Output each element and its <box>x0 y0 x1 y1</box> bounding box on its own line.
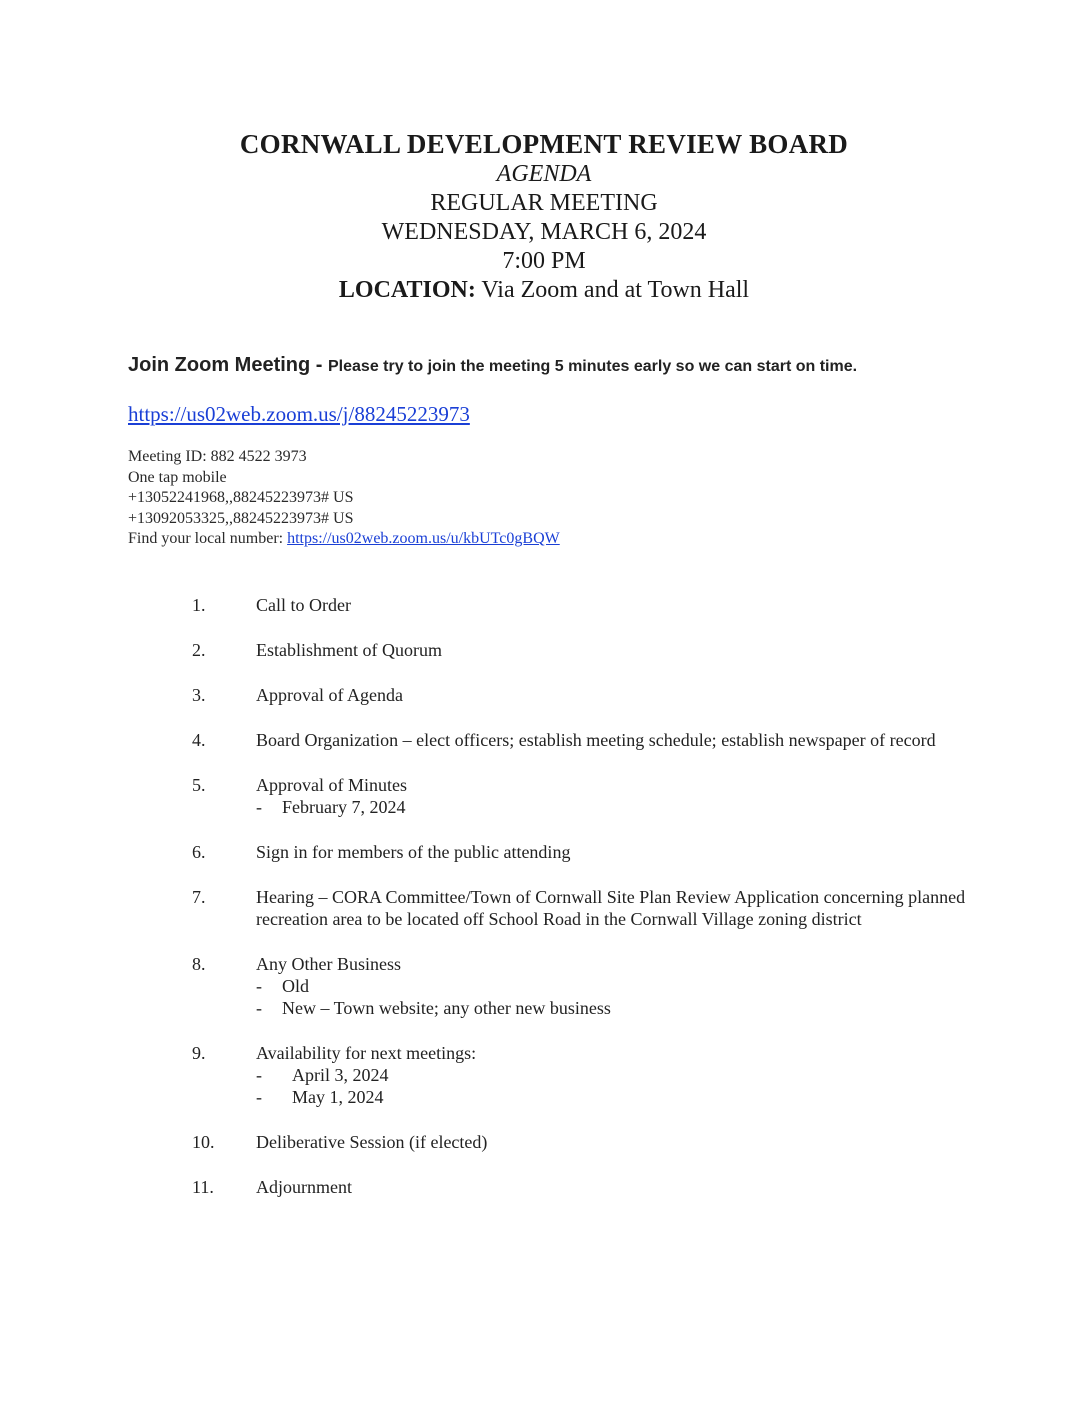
bullet-dash: - <box>256 1087 262 1107</box>
agenda-item-body <box>256 953 966 1019</box>
agenda-item-number: 9. <box>192 1043 206 1063</box>
agenda-item <box>0 841 1088 863</box>
meeting-time: 7:00 PM <box>502 248 586 274</box>
agenda-item <box>0 1131 1088 1153</box>
agenda-item-number: 5. <box>192 775 206 795</box>
agenda-item-text: Hearing – CORA Committee/Town of Cornwall Site Plan Review Application concerning planned recreation area to be located off School Road in the Cornwall Village zoning district <box>256 887 966 929</box>
agenda-item-text: Approval of Agenda <box>256 685 403 705</box>
location-value: Via Zoom and at Town Hall <box>475 277 750 303</box>
agenda-item-body <box>256 729 966 751</box>
meeting-type: REGULAR MEETING <box>430 190 658 216</box>
agenda-item-text: Approval of Minutes <box>256 775 407 795</box>
document-header <box>0 128 1088 305</box>
agenda-item-number: 7. <box>192 887 206 907</box>
zoom-join-heading <box>128 354 857 377</box>
agenda-item-number: 6. <box>192 842 206 862</box>
bullet-dash: - <box>256 797 262 817</box>
meeting-location <box>0 276 1088 305</box>
agenda-subitem-text: Old <box>282 976 309 996</box>
agenda-item-text: Any Other Business <box>256 954 401 974</box>
phone-number-1: +13052241968,,88245223973# US <box>128 489 354 506</box>
agenda-item-number: 3. <box>192 685 206 705</box>
agenda-item-body <box>256 594 966 616</box>
meeting-date: WEDNESDAY, MARCH 6, 2024 <box>381 219 707 245</box>
zoom-meeting-link[interactable]: https://us02web.zoom.us/j/88245223973 <box>128 402 470 426</box>
agenda-list <box>0 594 1088 1221</box>
agenda-subitem <box>256 796 966 818</box>
agenda-item-text: Sign in for members of the public attending <box>256 842 571 862</box>
agenda-subitem-text: May 1, 2024 <box>292 1087 384 1107</box>
agenda-subitem-text: April 3, 2024 <box>292 1065 389 1085</box>
agenda-item <box>0 684 1088 706</box>
local-number-line <box>128 529 560 550</box>
agenda-item <box>0 774 1088 818</box>
agenda-item-body <box>256 774 966 818</box>
agenda-item-text: Board Organization – elect officers; establish meeting schedule; establish newspaper of record <box>256 730 936 750</box>
meeting-id: Meeting ID: 882 4522 3973 <box>128 448 307 465</box>
agenda-item-text: Establishment of Quorum <box>256 640 442 660</box>
agenda-item <box>0 953 1088 1019</box>
agenda-label: AGENDA <box>496 161 592 187</box>
board-title: CORNWALL DEVELOPMENT REVIEW BOARD <box>239 129 849 159</box>
join-zoom-title: Join Zoom Meeting - <box>128 354 328 376</box>
agenda-item-number: 10. <box>192 1132 215 1152</box>
agenda-item <box>0 729 1088 751</box>
agenda-subitem <box>256 1086 966 1108</box>
agenda-subitem <box>256 975 966 997</box>
agenda-item-text: Adjournment <box>256 1177 352 1197</box>
agenda-item <box>0 886 1088 930</box>
agenda-item <box>0 1042 1088 1108</box>
agenda-item-body <box>256 1176 966 1198</box>
agenda-subitem <box>256 1064 966 1086</box>
agenda-item-body <box>256 886 966 930</box>
agenda-item-body <box>256 1131 966 1153</box>
agenda-item <box>0 639 1088 661</box>
agenda-item-body <box>256 841 966 863</box>
agenda-item-number: 1. <box>192 595 206 615</box>
bullet-dash: - <box>256 1065 262 1085</box>
agenda-item <box>0 1176 1088 1198</box>
phone-number-2: +13092053325,,88245223973# US <box>128 509 354 527</box>
agenda-item <box>0 594 1088 616</box>
local-number-link[interactable]: https://us02web.zoom.us/u/kbUTc0gBQW <box>287 530 560 547</box>
agenda-item-text: Deliberative Session (if elected) <box>256 1132 488 1152</box>
bullet-dash: - <box>256 976 262 996</box>
local-number-label: Find your local number: <box>128 530 288 547</box>
zoom-details <box>128 447 560 550</box>
agenda-subitem <box>256 997 966 1019</box>
agenda-item-body <box>256 684 966 706</box>
one-tap-label: One tap mobile <box>128 468 227 486</box>
join-zoom-note: Please try to join the meeting 5 minutes early so we can start on time. <box>328 358 858 375</box>
agenda-subitem-text: February 7, 2024 <box>282 797 406 817</box>
agenda-item-body <box>256 639 966 661</box>
agenda-item-number: 4. <box>192 730 206 750</box>
agenda-item-number: 8. <box>192 954 206 974</box>
agenda-item-text: Call to Order <box>256 595 351 615</box>
agenda-item-text: Availability for next meetings: <box>256 1043 477 1063</box>
agenda-item-number: 2. <box>192 640 206 660</box>
agenda-item-number: 11. <box>192 1177 214 1197</box>
agenda-subitem-text: New – Town website; any other new business <box>282 998 611 1018</box>
location-label: LOCATION: <box>338 277 476 303</box>
agenda-item-body <box>256 1042 966 1108</box>
bullet-dash: - <box>256 998 262 1018</box>
